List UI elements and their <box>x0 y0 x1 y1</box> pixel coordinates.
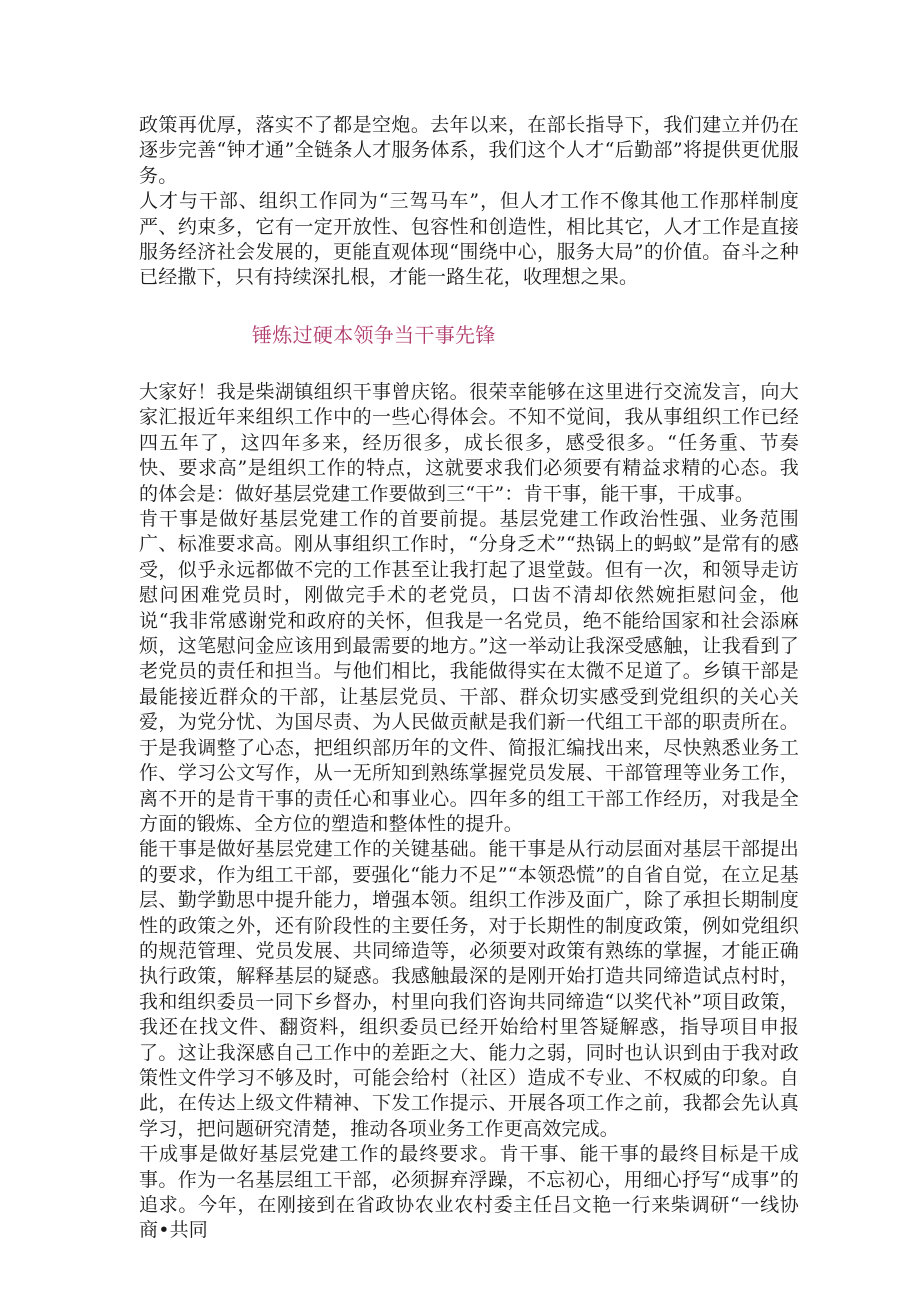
body-paragraph-1: 大家好！我是柴湖镇组织干事曾庆铭。很荣幸能够在这里进行交流发言，向大家汇报近年来组织工作中的一些心得体会。不知不觉间，我从事组织工作已经四五年了，这四年多来，经历很多，成长很多，感受很多。“任务重、节奏快、要求高”是组织工作的特点，这就要求我们必须要有精益求精的心态。我的体会是：做好基层党建工作要做到三“干”：肯干事，能干事，干成事。 <box>139 381 799 505</box>
body-paragraph-2: 肯干事是做好基层党建工作的首要前提。基层党建工作政治性强、业务范围广、标准要求高。刚从事组织工作时，“分身乏术”“热锅上的蚂蚁”是常有的感受，似乎永远都做不完的工作甚至让我打起了退堂鼓。但有一次，和领导走访慰问困难党员时，刚做完手术的老党员，口齿不清却依然婉拒慰问金，他说“我非常感谢党和政府的关怀，但我是一名党员，绝不能给国家和社会添麻烦，这笔慰问金应该用到最需要的地方。”这一举动让我深受感触，让我看到了老党员的责任和担当。与他们相比，我能做得实在太微不足道了。乡镇干部是最能接近群众的干部，让基层党员、干部、群众切实感受到党组织的关心关爱，为党分忧、为国尽责、为人民做贡献是我们新一代组工干部的职责所在。于是我调整了心态，把组织部历年的文件、简报汇编找出来，尽快熟悉业务工作、学习公文写作，从一无所知到熟练掌握党员发展、干部管理等业务工作，离不开的是肯干事的责任心和事业心。四年多的组工干部工作经历，对我是全方面的锻炼、全方位的塑造和整体性的提升。 <box>139 508 799 835</box>
body-paragraph-3: 能干事是做好基层党建工作的关键基础。能干事是从行动层面对基层干部提出的要求，作为组工干部，要强化“能力不足”“本领恐慌”的自省自觉，在立足基层、勤学勤思中提升能力，增强本领。组织工作涉及面广，除了承担长期制度性的政策之外，还有阶段性的主要任务，对于长期性的制度政策，例如党组织的规范管理、党员发展、共同缔造等，必须要对政策有熟练的掌握，才能正确执行政策，解释基层的疑惑。我感触最深的是刚开始打造共同缔造试点村时，我和组织委员一同下乡督办，村里向我们咨询共同缔造“以奖代补”项目政策，我还在找文件、翻资料，组织委员已经开始给村里答疑解惑，指导项目申报了。这让我深感自己工作中的差距之大、能力之弱，同时也认识到由于我对政策性文件学习不够及时，可能会给村（社区）造成不专业、不权威的印象。自此，在传达上级文件精神、下发工作提示、开展各项工作之前，我都会先认真学习，把问题研究清楚，推动各项业务工作更高效完成。 <box>139 838 799 1140</box>
intro-section <box>139 113 799 291</box>
body-section <box>139 380 799 1244</box>
section-title: 锤炼过硬本领争当干事先锋 <box>252 323 496 347</box>
body-paragraph-4: 干成事是做好基层党建工作的最终要求。肯干事、能干事的最终目标是干成事。作为一名基层组工干部，必须摒弃浮躁，不忘初心，用细心抒写“成事”的追求。今年，在刚接到在省政协农业农村委主任吕文艳一行来柴调研“一线协商•共同 <box>139 1143 799 1242</box>
intro-paragraph-1: 政策再优厚，落实不了都是空炮。去年以来，在部长指导下，我们建立并仍在逐步完善“钟才通”全链条人才服务体系，我们这个人才“后勤部”将提供更优服务。 <box>139 114 799 187</box>
intro-paragraph-2: 人才与干部、组织工作同为“三驾马车”，但人才工作不像其他工作那样制度严、约束多，它有一定开放性、包容性和创造性，相比其它，人才工作是直接服务经济社会发展的，更能直观体现“围绕中心，服务大局”的价值。奋斗之种已经撒下，只有持续深扎根，才能一路生花，收理想之果。 <box>139 190 799 289</box>
document-page <box>139 0 799 1301</box>
